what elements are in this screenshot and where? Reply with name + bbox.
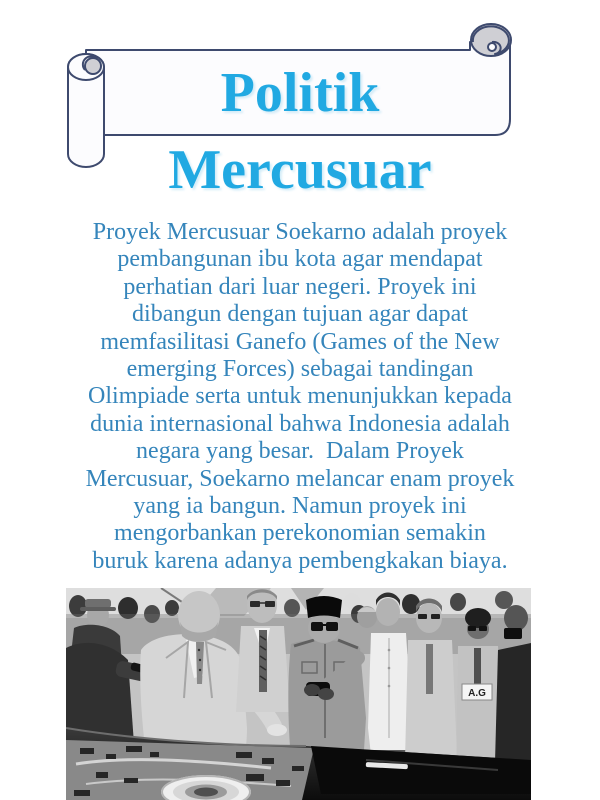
text-line: Proyek Mercusuar Soekarno adalah proyek xyxy=(92,219,508,245)
text-line: dibangun dengan tujuan agar dapat xyxy=(132,301,468,328)
text-line: buruk karena adanya pembengkakan biaya. xyxy=(92,547,508,574)
text-line: memfasilitasi Ganefo (Games of the New xyxy=(100,328,500,355)
text-line: perhatian dari luar negeri. Proyek ini xyxy=(123,273,477,300)
text-line: negara yang besar. Dalam Proyek xyxy=(136,438,464,465)
text-line: yang ia bangun. Namun proyek ini xyxy=(133,493,467,520)
text-line: Olimpiade serta untuk menunjukkan kepada xyxy=(88,383,512,410)
body-paragraph xyxy=(30,219,570,575)
text-line: emerging Forces) sebagai tandingan xyxy=(126,356,474,383)
text-line: mengorbankan perekonomian semakin xyxy=(114,520,486,547)
banner-title xyxy=(0,55,600,209)
scroll-right-curl-center xyxy=(488,43,496,51)
figure-capped-man xyxy=(357,606,377,628)
text-line: dunia internasional bahwa Indonesia adalah xyxy=(90,410,510,437)
photo-figure xyxy=(66,588,531,800)
title-line-2: Mercusuar xyxy=(168,139,432,201)
text-line: pembangunan ibu kota agar mendapat xyxy=(117,246,483,273)
armband-label: A.G xyxy=(468,688,486,699)
photo-scene-svg xyxy=(66,588,531,800)
scroll-banner xyxy=(0,0,600,200)
title-line-1: Politik xyxy=(220,62,380,124)
text-line: Mercusuar, Soekarno melancar enam proyek xyxy=(85,465,515,492)
